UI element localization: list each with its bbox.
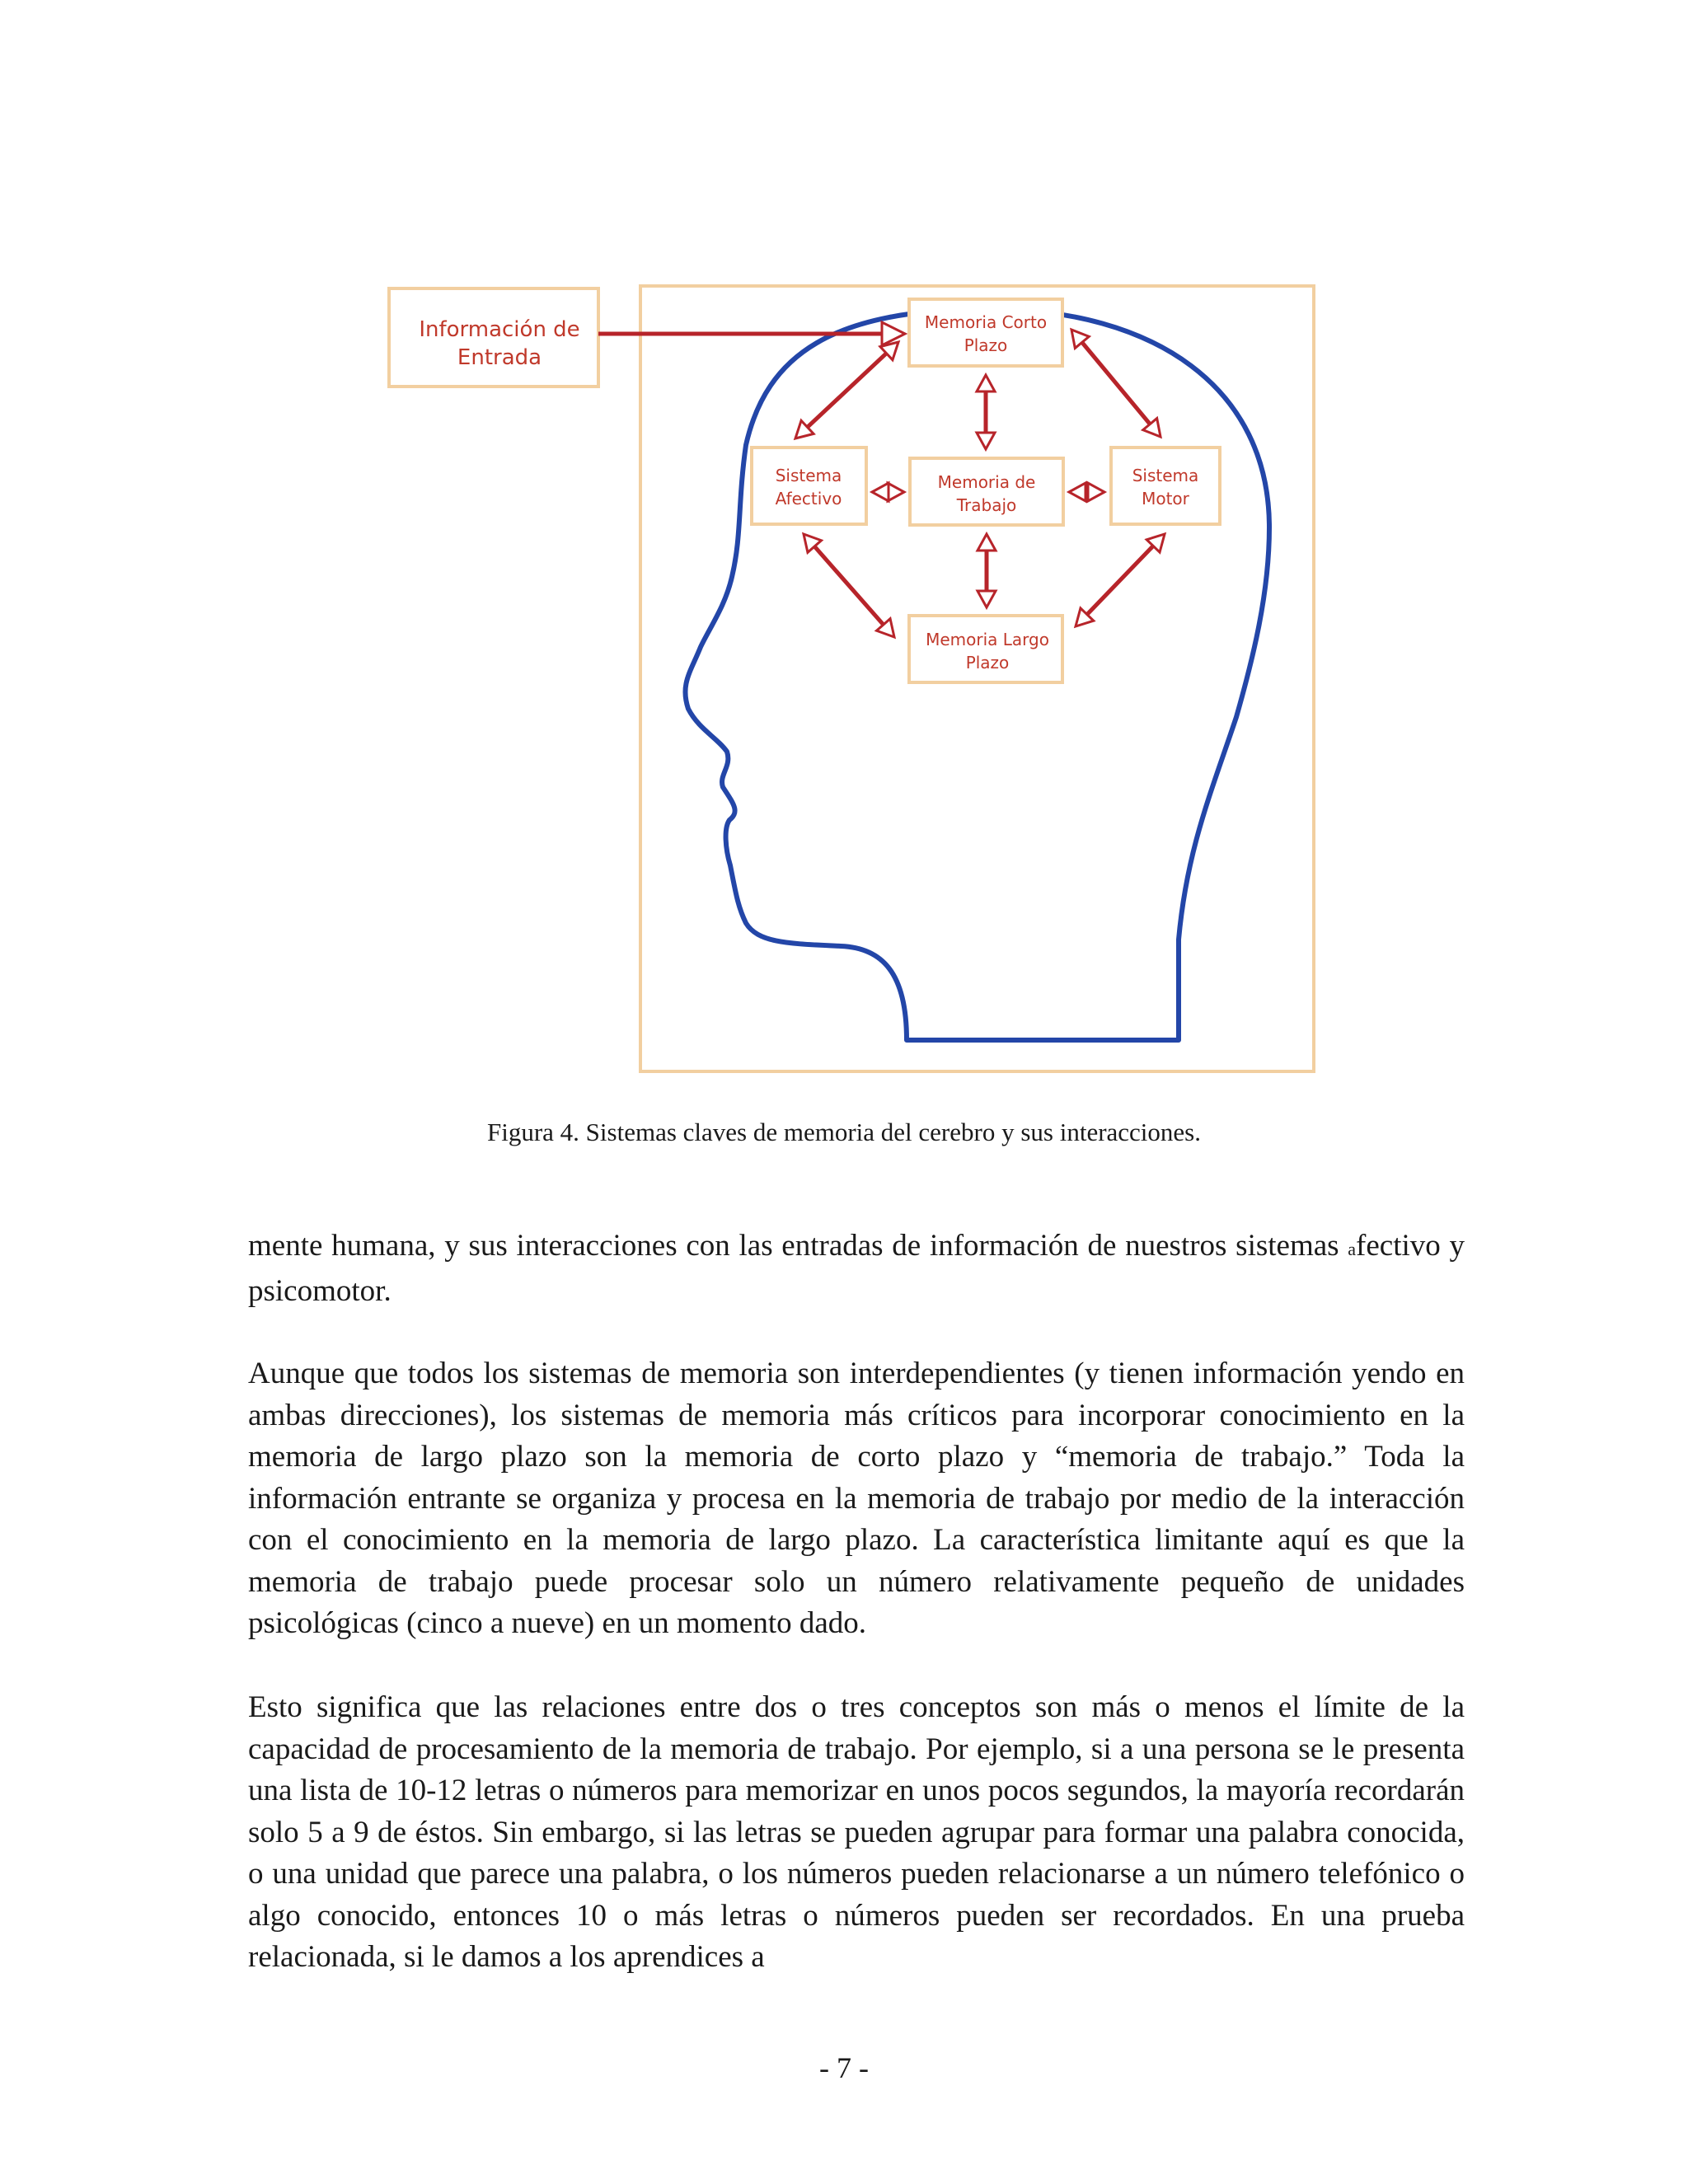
- arrow-shortterm-affective: [795, 342, 898, 438]
- working-label-1: Memoria de: [937, 472, 1036, 492]
- memory-diagram: [0, 0, 1688, 1088]
- paragraph-2-text: Aunque que todos los sistemas de memoria son interdependientes (y tienen información yendo en ambas direcciones), los sistemas de memoria más críticos para incorporar conocimiento en la memoria de largo plazo son la memoria de corto plazo y “memoria de trabajo.” Toda la información entrante se organiza y procesa en la memoria de trabajo por medio de la interacción con el conocimiento en la memoria de largo plazo. La característica limitante aquí es que la memoria de trabajo puede procesar solo un número relativamente pequeño de unidades psicológicas (cinco a nueve) en un momento dado.: [248, 1357, 1465, 1640]
- arrow-motor-longterm: [1076, 534, 1165, 626]
- arrow-working-longterm: [978, 534, 996, 607]
- affective-system-box: [752, 448, 866, 524]
- paragraph-3: [248, 1687, 1465, 1979]
- paragraph-1-small-letter: a: [1348, 1239, 1357, 1259]
- motor-system-box: [1111, 448, 1220, 524]
- arrow-working-motor: [1069, 483, 1104, 501]
- paragraph-1-text: mente humana, y sus interacciones con las entradas de información de nuestros sistemas: [248, 1229, 1348, 1263]
- page-number: - 7 -: [819, 2051, 869, 2084]
- short-term-label-2: Plazo: [964, 335, 1008, 355]
- long-term-label-2: Plazo: [965, 653, 1010, 673]
- paragraph-3-text: Esto significa que las relaciones entre dos o tres conceptos son más o menos el límite de la capacidad de procesamiento de la memoria de trabajo. Por ejemplo, si a una persona se le presenta una lista de 10-12 letras o números para memorizar en unos pocos segundos, la mayoría recordarán solo 5 a 9 de éstos. Sin embargo, si las letras se pueden agrupar para formar una palabra conocida, o una unidad que parece una palabra, o los números pueden relacionarse a un número telefónico o algo conocido, entonces 10 o más letras o números pueden ser recordados. En una prueba relacionada, si le damos a los aprendices a: [248, 1690, 1465, 1974]
- short-term-memory-box: [909, 299, 1062, 366]
- short-term-label-1: Memoria Corto: [924, 312, 1048, 332]
- input-info-label-2: Entrada: [457, 345, 542, 370]
- paragraph-2: [248, 1353, 1465, 1645]
- arrow-shortterm-motor: [1071, 330, 1160, 437]
- input-info-label-1: Información de: [419, 317, 580, 342]
- long-term-label-1: Memoria Largo: [926, 630, 1049, 649]
- input-arrow-head: [882, 322, 905, 345]
- affective-label-1: Sistema: [775, 466, 842, 485]
- arrow-shortterm-working: [977, 375, 995, 449]
- arrow-affective-working: [872, 483, 904, 501]
- working-label-2: Trabajo: [956, 495, 1017, 515]
- motor-label-1: Sistema: [1132, 466, 1199, 485]
- figure-caption: Figura 4. Sistemas claves de memoria del cerebro y sus interacciones.: [486, 1118, 1201, 1146]
- paragraph-1: [248, 1226, 1465, 1312]
- figure-memory-systems: [0, 0, 1688, 1088]
- arrow-affective-longterm: [804, 534, 894, 637]
- motor-label-2: Motor: [1142, 489, 1189, 509]
- paragraph-1-text-end: fectivo y psicomotor.: [248, 1229, 1465, 1308]
- affective-label-2: Afectivo: [775, 489, 842, 509]
